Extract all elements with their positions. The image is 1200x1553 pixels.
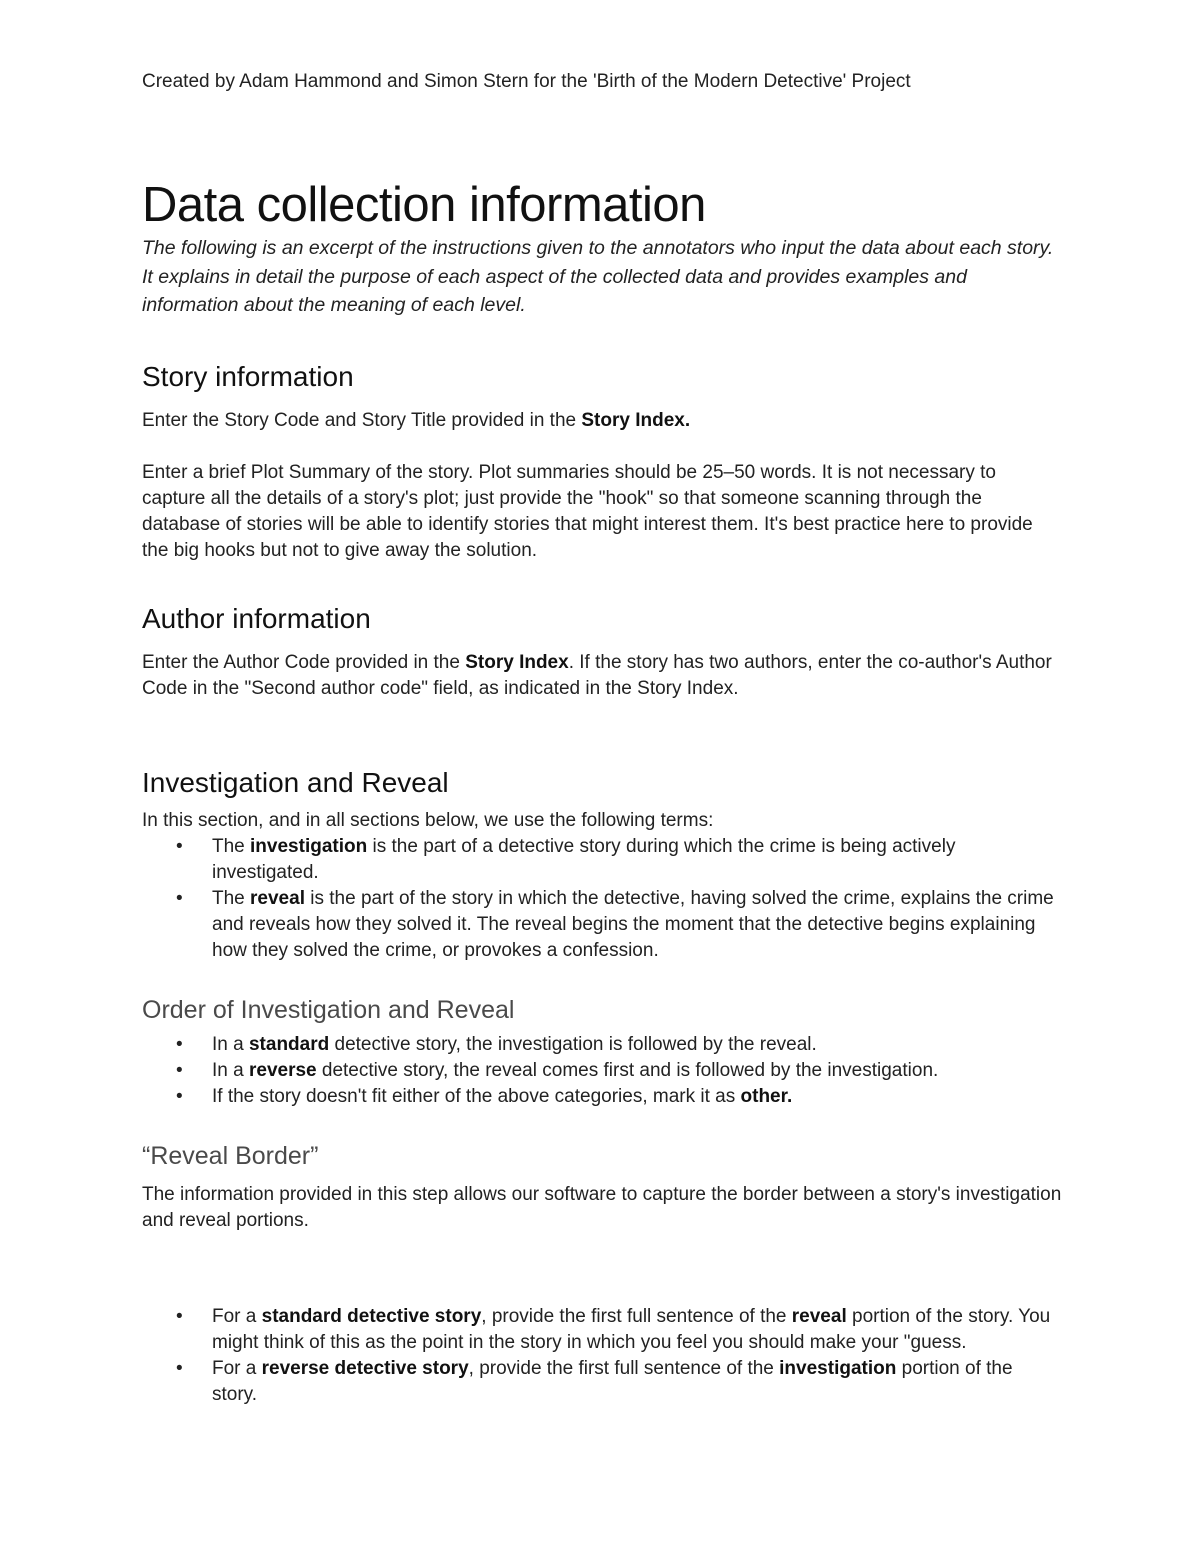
list-item: • The investigation is the part of a detective story during which the crime is being actively investigated. — [212, 834, 1062, 886]
heading-reveal-border: “Reveal Border” — [142, 1141, 319, 1170]
story-index-term: Story Index — [465, 651, 569, 673]
document-page — [142, 68, 1062, 1408]
page-header-credit: Created by Adam Hammond and Simon Stern for the 'Birth of the Modern Detective' Project — [142, 71, 911, 92]
reveal-border-paragraph: The information provided in this step allows our software to capture the border between a story's investigation and reveal portions. — [142, 1183, 1062, 1231]
page-title: Data collection information — [142, 178, 706, 232]
terms-list — [142, 834, 1062, 964]
intro-paragraph: The following is an excerpt of the instructions given to the annotators who input the data about each story. It explains in detail the purpose of each aspect of the collected data and provides examples and information about the meaning of each level. — [142, 237, 1054, 316]
heading-author-information: Author information — [142, 602, 371, 634]
heading-investigation-and-reveal: Investigation and Reveal — [142, 766, 449, 798]
list-item: • For a standard detective story, provide the first full sentence of the reveal portion of the story. You might think of this as the point in the story in which you feel you should make your "guess. — [212, 1304, 1062, 1356]
list-item: • For a reverse detective story, provide the first full sentence of the investigation portion of the story. — [212, 1356, 1062, 1408]
story-info-paragraph-1: Enter the Story Code and Story Title provided in the Story Index. — [142, 409, 691, 431]
heading-order-of-investigation: Order of Investigation and Reveal — [142, 995, 515, 1024]
investigation-lead: In this section, and in all sections below, we use the following terms: — [142, 809, 714, 831]
order-list — [142, 1032, 1062, 1110]
story-index-term: Story Index — [581, 409, 685, 431]
list-item: • In a standard detective story, the investigation is followed by the reveal. — [212, 1032, 1062, 1058]
heading-story-information: Story information — [142, 360, 354, 392]
reveal-border-list — [142, 1304, 1062, 1408]
list-item: • In a reverse detective story, the reveal comes first and is followed by the investigation. — [212, 1058, 1062, 1084]
story-info-paragraph-2: Enter a brief Plot Summary of the story. Plot summaries should be 25–50 words. It is not necessary to capture all the details of a story's plot; just provide the "hook" so that someone scanning through the database of stories will be able to identify stories that might interest them. It's best practice here to provide the big hooks but not to give away the solution. — [142, 461, 1033, 561]
author-info-paragraph: Enter the Author Code provided in the Story Index. If the story has two authors, enter the co-author's Author Code in the "Second author code" field, as indicated in the Story Index. — [142, 651, 1052, 699]
list-item: • The reveal is the part of the story in which the detective, having solved the crime, explains the crime and reveals how they solved it. The reveal begins the moment that the detective begins explaining how they solved the crime, or provokes a confession. — [212, 886, 1062, 964]
list-item: • If the story doesn't fit either of the above categories, mark it as other. — [212, 1084, 1062, 1110]
